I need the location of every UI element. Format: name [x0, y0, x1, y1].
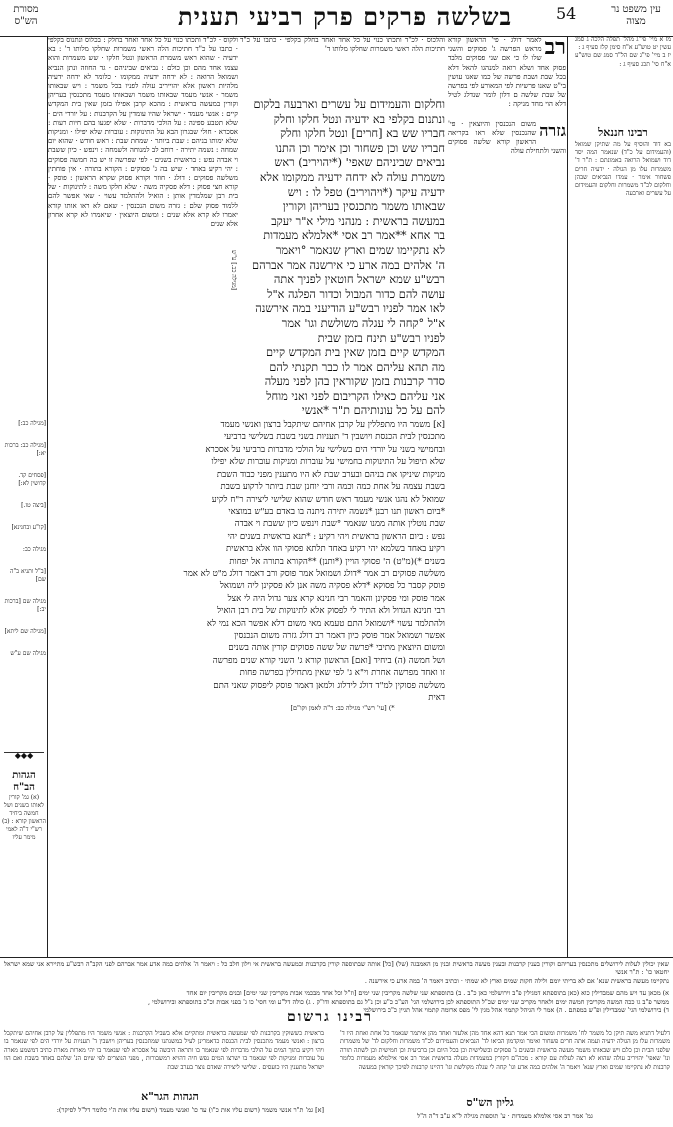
gemara-line: לפניו רבש"ע תינח בזמן שבית [317, 331, 445, 345]
gemara-line: ידעיה עיקר (*ויהויריב) טפל לו : ויש [287, 185, 445, 199]
rabbeinu-gershom-left: בראשית כששוקין בקרבנות לפי שמעשה בראשית ומתקיים אלא בשביל הקרבנות : אנשי משמר היו מתפללין על קרבן אחיהם שיתקבל ברצון : ואנשי מעמד מתכנסין לבית הכנסת כדאמרינן לעיל במשנתנו שמתכנסין בעריהן ויושבין ד' תעניות על יורדי הים לפי שנאמר בו ויהי רקיע בתוך המים על הולכי מדברות לפי שנאמר בו ותראה היבשה על אסכרא לפי שנאמר בו יהי מארות מארת כתיב דמשמע מארה על עוברות ומניקות לפי שנאמר בו ישרצו המים נפש חיה דהויא רמשבורות , מפני הנוצרים לפי שיום הנ' שלהם באחד בשבת ואם הוו ישראל מתענין היו כועסים . שלישי ליצירה שאדם נוצר בערב שבת [4, 1030, 324, 1071]
gemara-line: בשבת עצמה על אחת כמה וכמה ורבי יוחנן שבת ביותר לרקוע בשבת [220, 482, 445, 493]
gemara-line: ומשום היוצאין מתיבי *פרשה של ששה פסוקים קורין אותה בשנים [228, 643, 445, 654]
hagahot-hagra-text: [א] גמ' ת"ר אנשי משמר (רשום עליו אות כ"ו) עד כו' ואנשי מעמד (רשום עליו אות ה'י כלומר דל"ל לסיקר): [56, 1106, 324, 1114]
column-divider [47, 37, 48, 957]
gemara-line: אמר פוסק ומי פסקינן והאמר רבי חנינא קרא צער גדול היה לי אצל [227, 593, 445, 604]
rabbeinu-gershom-right: דלעיל דתניא משה תיקן כל משמר לח' משמרות ומשום הכי אמר תנא דהא אחד מהן אלעזר ואחד מהן איתמר שנאמר כל אחת ואחת היו ד' משמרות עלו מן הגולה ידעיה ועמה אתה חרים פשחור ואימר ומקדמון הביאו לד' הנביאים והעמידום לכ"ד משמרות וחלקום לד' של משמרות שלפני הבית וכן כלם ויש שבאותו משמר מעשה בראשית ובשנים ג' פסוקים ובשלישית וכן בכל היום וכן ברביעית וכן חמישית וכן לשתה תורה ונו' שאפי' יהויריב עולה שהוא לא רצה לעלות עם קורא : מכה"ם דקורין במעמדות מעלה בראשית אמר רב אסי אילמלא מעמדות כלומר קרבנות לא נתקיימו שמים וארץ שנא' ויאמר ה' אלהים במה אדע וגו' קחה לי עגלה מקולשת וגו' דהיינו קרבנות לפיכך קוראין במעשה [340, 1030, 670, 1071]
page-header [0, 0, 673, 36]
side-annotation: [מגילה כב.] ע"ש [230, 250, 237, 290]
page-title: בשלשה פרקים פרק רביעי תענית [177, 2, 513, 31]
column-divider [567, 37, 568, 957]
mesoret-entry: [ביצה טז.] [21, 502, 46, 509]
gemara-line: להם על כל עונותיהם ת"ר *אנשי [301, 404, 445, 418]
gemara-line: חבריו שש וכן פשחור וכן אימר וכן התנו [275, 141, 445, 155]
gilyon-hashas-text: גמ' אמר רב אסי אלמלא מעמדות · ע' תוספות מגילה ל"א ע"ב ד"ה ה"ל [417, 1112, 593, 1120]
mesoret-heading: מסורת הש"ס [13, 4, 39, 27]
gemara-line: וחלקום והעמידום על עשרים וארבעה בלקום [253, 98, 445, 111]
ein-mishpat-entry: יז ב מיי' פי"ג שם הל"ד סמג שם טוש"ע א"ח סי' תכג סעיף ג : [575, 52, 671, 68]
gemara-line: משלשה פסוקין למ"ד דולג לידלוג ולמאן דאמר פוסק ליפסוק שאני התם [213, 680, 445, 691]
rabbeinu-gershom-title: רבינו גרשום [286, 1009, 374, 1025]
gemara-line: ונתנום בקלפי בא ידעיה ונטל חלקו וחלק [273, 112, 445, 126]
gemara-line: רבש"ע שמא ישראל חוטאין לפניך אתה [273, 273, 445, 287]
right-margin [575, 36, 671, 198]
gemara-line: שמואל לא נהגו אנשי מעמד ראש חודש שהוא שלישי ליצירה ר"ח לקיע [211, 494, 445, 505]
gemara-line: שבאותו משמר מתכנסין בעריהן וקורין [282, 200, 445, 214]
notes-line: נתקיימו מעשה בראשית שנא' אם לא בריתי יומם ולילה חקות שמים וארץ לא שמתי · וכתיב ויאמר ה' במה ארע כי אירשנה . [364, 976, 669, 985]
mesoret-entry: [מגילה כב:] [18, 420, 46, 427]
rashi-dibur: גזרה [539, 120, 566, 140]
gemara-line: מה תהא עליהם אמר לו כבר תקנתי להם [269, 360, 445, 374]
notes-line: שאין יכולין לעלות לירושלים מתכנסין בעריהם וקורין בענין קרבנות ובענין מעשה בראשית ובנין מן האמבגה (של) [כל] אותה שבתוספה קורין בקרבנות ובמעשה בראשית אי וילון חלב כל : ויאמר ה' אלהים במה אדע אמר אברהם לפני הקב"ה רבש"ע מתיירא אני שמא ישראל יחטאו כו' : ת"ר אנשי [4, 960, 669, 977]
gemara-line: בשנים *)(מ"ט) ה' פסוקי הויין (*ותנן) **הקורא בתורה אל יפחות [229, 556, 445, 567]
gemara-line: בר אחא **אמר רב אסי *אלמלא מעמדות [263, 229, 445, 243]
notes-rule [0, 957, 673, 958]
ornament-divider: ◆◆◆ [4, 752, 44, 759]
gemara-top-band: והלכוס · לכ"ד ותכתו כנוי על כל אחד ואחד בחלק בקלפי · כתבו על כ"ד חתיכות הלה ראשי משמרות שחלקו מלותו ד' [240, 36, 445, 54]
rashi-column [448, 36, 566, 956]
gemara-line: אפשר ושמואל אמר פוסק כיון דאמר רב דולג גזרה משום הנכנסין [234, 630, 445, 641]
mesoret-entry: [מגילה שם ליתא] [4, 628, 46, 635]
gemara-line: שלא תיפול על התינוקות בחמישי על עוברות ומניקות עוברות שלא יפילו [211, 457, 445, 468]
note-c: ד) בירושלמי הגי' שמבדילין ופ"ש במפתם . ה) אמר לי הגיהל קתמוי אהל מגין לי' מפס ארומה קתמוי אהל תגיין כ"כ בירושלמי [363, 1006, 669, 1015]
hagahot-habach [2, 770, 46, 842]
gemara-line: ושל חמשה (ה) ביחיד [ואם] הראשון קורא ג' השני קורא שנים מפרשה [212, 655, 445, 666]
gemara-line: אני עליהם כאילו הקריבום לפני ואני מוחל [266, 389, 445, 403]
gemara-line: פוסק קסבר כל פסוקא *דלא פסקיה משה אנן לא פסקינן ליה ושמואל [219, 581, 445, 592]
gemara-line: ה' אלהים במה ארע כי אירשנה אמר אברהם [252, 258, 445, 272]
ein-mishpat-entry: מז א מיי' פי"ג מהל' תפלה הלכה ג סמג עשין יט טוש"ע א"ח סימן קלז סעיף ג : [575, 36, 671, 52]
gemara-line: לא נתקיימו שמים וארץ שנאמר °ויאמר [275, 243, 445, 257]
gemara-line: המקדש קיים בזמן שאין בית המקדש קיים [265, 346, 445, 360]
note-a: א) מכאן עד ויש מהם שמבדילין כוא (כאן בתוספתא דמגילין פ"ב וירושלמי כאן כ"ב . ב) בתוספתא שני שלשה מקריבין שני ימים [וז"ל וכל אחד מבכמי אבות מקריבין שני ימים] ובנים מקריבין יום אחד [186, 989, 669, 998]
gemara-line: נפש : ביום הראשון בראשית ויהי רקיע : *תנא בראשית בשנים יהי [227, 531, 445, 542]
gemara-line: א"ל °קחה לי עגלה משולשת וגו' אמר [281, 316, 445, 330]
mesoret-entry: [מגילה כב: ברכות יא:] [4, 442, 46, 457]
note-b: ממשר פ"ב גו ככה המשה מקריבין חמשה ימים ולאחר מקריב שני ימים שכ"ל התוספתא לכן בירושלמי הגי' הע"כ כ"ע וכן נ"ל גם בתוספתא ודו"ק . ג) כולה דל"ע ומי חסי' כו ג' בפני אבות וכ"כ בתוספתא ובירושלמי , [147, 997, 669, 1006]
rashi-dibur-text: משום הנכנסין והיוצאין · פי' שהנכנסין שלא ראו בקריאה הראשון קורא שלשה פסוקים והשני ולתחילת עולה [448, 119, 566, 156]
hagahot-habach-text: (א) גמ' קורין לאותו בשנים ושל חמשה ביחיד הראשון קורא : (ב) רש"י ד"ה לאמי מימר עליו [2, 794, 46, 841]
gemara-line: מתכנסין לבית הכנסת ויושבין ד' תעניות בשני בשבת בשלישי ברביעי [224, 432, 445, 443]
mesoret-entry: מגילה שם [ברכות יב:] [4, 598, 46, 613]
rabbeinu-chananel-title: רבינו חננאל [598, 125, 648, 139]
gemara-line: *ביום ראשון תנו רבנן *נשמה יתירה ניתנה בו באדם בע"ש במוצאי [228, 506, 445, 517]
gemara-line: ולהתלמד עשוי *ושמואל התם טעמא מאי משום דלא אפשר הכא נמי לא [206, 618, 445, 629]
gemara-line: סדר קרבנות בזמן שקוראין בהן לפני מעלה [264, 375, 445, 389]
notes-block [4, 960, 669, 1014]
page-number: 54 [556, 4, 577, 23]
gemara-line: במעשה בראשית : מנהני מילי א"ר יעקב [271, 214, 445, 228]
gemara-line: זו ואחד מפרשה אחרת וי"א ג' לפי שאין מתחילין בפרשה פחות [239, 668, 445, 679]
mesoret-entry: [קו"ע ובחנינא] [11, 524, 46, 531]
gemara-line: חבריו שש בא [חרים] ונטל חלקו וחלק [280, 127, 445, 141]
rashi-text: לאמר דולג · פי' הראשון קורא מראש הפרשה ג' פסוקים והשני שלו לו כי אם שני פסוקים מלבד פסוק אחד ושלא רואה למנהגו להאל דלא בכל שבת ושבת פרשה של כמו שאנו עושין בי"ט שאנו פרשיות לפי המאורע לפי בפרשה של שבת שלשה ם דלון לומר שנדלג לטיל דלא הוי מחד מניקה : [448, 36, 566, 109]
mesoret-entry: [ב"ל ותניא ב"ה שם] [9, 568, 46, 583]
gemara-line: רבי חנינא הגדול ולא התיר לי לפסוק אלא לתינוקות של בית רבן הואיל [217, 606, 445, 617]
gemara-line: עושה להם כדור המבול וכדור הפלגה א"ל [267, 287, 445, 301]
gemara-line: נביאים שביניהם שאפי' (*יהויריב) ראש [274, 156, 445, 170]
gemara-line: [א] משמר היו מתפללין על קרבן אחיהם שיתקבל ברצון ואנשי מעמד [220, 420, 445, 431]
gemara-line: מניקות שיניקו את בניהם ובערב שבת לא היו מתענין מפני כבוד השבת [216, 469, 445, 480]
gemara-footnote: *) [עי' רש"י מגילה כב: ד"ה לאמן וקו"ם] [290, 704, 395, 713]
mesoret-entry: מגילה שם ע"ש [10, 650, 46, 657]
gemara-line: דאית [428, 693, 445, 703]
mesoret-entry: מגילה כב: [22, 546, 46, 553]
gemara-line: רקיע באחד בשלמא יהי רקיע באחד תלתא פסוקי הוו אלא בראשית [225, 544, 445, 555]
ein-mishpat-heading: עין משפט נר מצוה [611, 4, 661, 27]
hagahot-habach-title: הגהות הב"ח [12, 770, 36, 793]
rashi-opening-word: רב [544, 34, 566, 60]
gemara-line: שבת נוטלין אותה ממנו שנאמר °שבת וינפש כיון ששבת וי אבדה [234, 519, 445, 530]
hagahot-hagra-title: הגהות הגר"א [141, 1090, 199, 1103]
gemara-line: משלשה פסוקים רב אמר *דולג ושמואל אמר פוסק ורב דאמר דולג מ"ט לא אמר [183, 568, 445, 579]
gilyon-hashas-title: גליון הש"ס [466, 1096, 514, 1109]
gemara-line: ובחמישי בשני על יורדי הים בשלישי על הולכי מדברות ברביעי על אסכרא [205, 444, 445, 455]
tosafot-column: ולקוס · לכ"ד ותכתו כנוי על כל אחד ואחד בחלק : בכלוס ונתנוס בקלפי · כתבו על כ"ד חתיכות הלה ראשי משמרות שחלקו מלותו ד' : בא ידעיה · שהוא ראש משמרת הראשון ונטל חלקו · שש משמרות והוא עצמו אחד מהם וכן כולם : נביאים שביניהם · גד החוזה ונתן הנביא ושמואל הרואה : לא ידחה ידעיה ממקומו · כלומר לא ידחה ידעיה מלהיות ראשון אלא יהוייריב עולה לפניו בכל משמר : ויש שבאותו משמר · אנשי מעמד שבאותו משמר ושבאותו מעמד מתכנסין בעריהן וקורין במעשה בראשית : מהכא קרבן אפילו בזמן שאין בית המקדש קיים : אנשי מעמד · ישראל שהיו עומדין על הקרבנות : על יורדי הים · שלא תטבע ספינה : על הולכי מדברות · שלא יפגעו בהם חיות רעות : אסכרא · חולי שבגרון הבא על התינוקות : עוברות שלא יפילו · ומניקות שלא ימותו בניהם : שבת ביותר · שמחת שבת : ראש חודש · שהוא יום שמחה : נשמה יתירה · רוחב לב למנוחה ולשמחה : וינפש · כיון ששבת וי אבדה נפש : בראשית בשנים · לפי שפרשה זו יש בה חמשה פסוקים : יהי רקיע באחד · שיש בה ג' פסוקים : הקורא בתורה · אין פוחתין משלשה פסוקים : דולג · חוזר וקורא פסוק שקרא הראשון : פוסק · קורא חצי פסוק : דלא פסקיה משה · שלא חלקו משה : לתינוקות · של בית רבן שמלמדין אותן : הואיל ולהתלמד עשוי · שאי אפשר להם ללמוד פסוק שלם : גזרה משום הנכנסין · שאם לא ראו אותו קורא יאמרו לא קרא אלא שנים : ומשום היוצאין · שיאמרו לא קרא אחרון אלא שנים [48, 36, 238, 229]
gemara-line: משמרת עולה לא ידחה ידעיה ממקומו אלא [259, 170, 445, 184]
mesoret-entry: [פסחים קד. קדושין לא:] [18, 472, 46, 487]
gemara-line: לאו אמר לפניו רבש"ע הודיעני במה אירשנה [255, 302, 445, 316]
rabbeinu-chananel-text: בא דוד והוסיף על מה שתיקן שמואל (והעמידום על כ"ד) שנאמר המה יסד דוד ושמואל הרואה באמונתם : ת"ר ד' משמרות עלו מן הגולה · ידעיה חרים פשחור אימר · עמדו הנביאים שבהן וחלקום לכ"ד משמרות וחלקום והעמידום על עשרים וארבעה [575, 141, 671, 198]
